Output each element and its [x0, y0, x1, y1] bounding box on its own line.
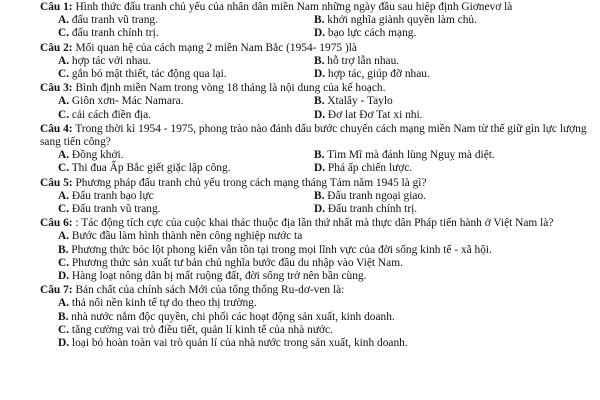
answer-option-d [254, 203, 417, 216]
answer-option-b [254, 55, 399, 68]
question-1 [40, 1, 594, 41]
question-number: Câu 3: [40, 82, 73, 95]
option-letter: A. [58, 14, 70, 27]
option-text: cải cách điền địa. [69, 108, 151, 121]
answer-option-d [40, 337, 594, 350]
question-2 [40, 42, 594, 82]
option-letter: C. [58, 256, 70, 269]
answer-row [40, 162, 594, 175]
answer-option-a [40, 190, 254, 203]
answer-option-c [40, 109, 254, 122]
answer-option-a [40, 14, 254, 27]
option-letter: D. [58, 270, 70, 283]
option-text: hợp tác, giúp đỡ nhau. [325, 68, 430, 81]
answer-option-b [254, 149, 495, 162]
option-text: Phương thức sản xuất tư bản chủ nghĩa bước đầu du nhập vào Việt Nam. [69, 256, 403, 269]
option-letter: B. [314, 95, 325, 108]
question-number: Câu 4: [40, 122, 73, 135]
option-text: khởi nghĩa giành quyền làm chủ. [324, 14, 477, 27]
answer-option-c [40, 257, 594, 270]
option-letter: C. [58, 323, 70, 336]
option-text: hợp tác với nhau. [69, 54, 152, 67]
question-stem [40, 123, 594, 149]
question-6 [40, 217, 594, 283]
option-letter: C. [58, 108, 70, 121]
answer-option-c [40, 324, 594, 337]
option-letter: A. [58, 189, 70, 202]
answer-option-c [40, 27, 254, 40]
option-letter: A. [58, 149, 70, 162]
option-text: bạo lực cách mạng. [325, 27, 417, 40]
option-text: tăng cường vai trò điều tiết, quản lí kinh tế của nhà nước. [69, 323, 333, 336]
option-letter: D. [314, 203, 326, 216]
option-letter: D. [314, 162, 326, 175]
answer-row [40, 109, 594, 122]
option-text: hỗ trợ lẫn nhau. [324, 54, 400, 67]
question-number: Câu 1: [40, 1, 73, 13]
question-stem [40, 217, 594, 230]
answer-row [40, 68, 594, 81]
option-text: Phương thức bóc lột phong kiến vẫn tồn tại trong mọi lĩnh vực của đời sống kinh tế - xã hội. [68, 243, 492, 256]
answer-list [40, 230, 594, 283]
answer-option-a [40, 297, 594, 310]
option-letter: C. [58, 27, 70, 40]
option-text: Thi đua Ấp Bắc giết giặc lập công. [69, 162, 231, 175]
question-3 [40, 82, 594, 122]
answer-option-a [40, 230, 594, 243]
question-stem [40, 42, 594, 55]
question-number: Câu 7: [40, 284, 73, 297]
option-letter: C. [58, 162, 70, 175]
option-text: Đấu tranh bạo lực [69, 189, 154, 202]
answer-option-a [40, 55, 254, 68]
question-text: Phương pháp đấu tranh chủ yếu trong cách mạng tháng Tám năm 1945 là gì? [72, 176, 427, 189]
answer-option-c [40, 68, 254, 81]
question-text: Mối quan hệ của cách mạng 2 miền Nam Bắc (1954- 1975 )là [72, 41, 357, 54]
option-letter: B. [314, 149, 325, 162]
option-text: Xtalây - Taylo [324, 95, 393, 108]
option-letter: C. [58, 68, 70, 81]
option-text: Đấu tranh chính trị. [325, 203, 418, 216]
answer-row [40, 190, 594, 203]
answer-option-d [254, 27, 416, 40]
option-letter: D. [314, 27, 326, 40]
answer-option-b [40, 244, 594, 257]
answer-option-b [254, 14, 477, 27]
question-stem [40, 177, 594, 190]
option-letter: A. [58, 230, 70, 243]
answer-option-a [40, 95, 254, 108]
question-number: Câu 2: [40, 41, 73, 54]
option-letter: A. [58, 54, 70, 67]
option-text: đấu tranh chính trị. [69, 27, 159, 40]
answer-row [40, 149, 594, 162]
question-text: : Tác động tích cực của cuộc khai thác thuộc địa lần thứ nhất mà thực dân Pháp tiến hành ở Việt Nam là? [72, 217, 554, 230]
option-text: loại bỏ hoàn toàn vai trò quản lí của nhà nước trong sản xuất, kinh doanh. [69, 337, 408, 350]
question-stem [40, 1, 594, 14]
option-letter: B. [58, 243, 69, 256]
answer-row [40, 95, 594, 108]
answer-row [40, 27, 594, 40]
answer-option-b [254, 95, 393, 108]
question-4 [40, 123, 594, 176]
question-text: Bản chất của chính sách Mới của tổng thống Ru-dơ-ven là: [72, 284, 345, 297]
answer-option-d [254, 109, 423, 122]
question-5 [40, 177, 594, 217]
answer-option-b [254, 190, 426, 203]
option-letter: B. [58, 310, 69, 323]
question-number: Câu 5: [40, 176, 73, 189]
answer-row [40, 14, 594, 27]
answer-option-a [40, 149, 254, 162]
option-letter: B. [314, 189, 325, 202]
option-text: Đấu tranh vũ trang. [69, 203, 161, 216]
option-text: thả nổi nền kinh tế tự do theo thị trường. [69, 297, 257, 310]
answer-option-c [40, 203, 254, 216]
question-7 [40, 284, 594, 350]
option-text: Bước đầu làm hình thành nền công nghiệp nước ta [69, 230, 303, 243]
question-text: Bình định miền Nam trong vòng 18 tháng là nội dung của kế hoạch. [72, 82, 386, 95]
option-letter: D. [58, 337, 70, 350]
option-text: Đơ lat Đơ Tat xi nhi. [325, 108, 423, 121]
question-text: Trong thời kì 1954 - 1975, phong trào nào đánh dấu bước chuyển cách mạng miền Nam từ thế giữ gìn lực lượng sang tiến công? [40, 122, 587, 149]
answer-option-d [254, 68, 430, 81]
answer-option-d [40, 270, 594, 283]
answer-list [40, 297, 594, 350]
option-letter: B. [314, 14, 325, 27]
option-text: đấu tranh vũ trang. [69, 14, 158, 27]
option-letter: D. [314, 68, 326, 81]
option-text: nhà nước nắm độc quyền, chi phối các hoạt động sản xuất, kinh doanh. [68, 310, 395, 323]
option-text: gắn bó mật thiết, tác động qua lại. [69, 68, 227, 81]
answer-option-c [40, 162, 254, 175]
answer-row [40, 55, 594, 68]
option-letter: A. [58, 95, 70, 108]
option-text: Phá ấp chiến lược. [325, 162, 413, 175]
question-stem [40, 82, 594, 95]
option-letter: D. [314, 108, 326, 121]
option-text: Tìm Mĩ mà đánh lùng Nguỵ mà diệt. [324, 149, 495, 162]
answer-row [40, 203, 594, 216]
question-number: Câu 6: [40, 217, 73, 230]
option-text: Hàng loạt nông dân bị mất ruộng đất, đời sống trở nên bần cùng. [69, 270, 367, 283]
answer-option-b [40, 311, 594, 324]
option-letter: C. [58, 203, 70, 216]
option-text: Đồng khởi. [69, 149, 124, 162]
question-stem [40, 284, 594, 297]
option-letter: B. [314, 54, 325, 67]
option-text: Đấu tranh ngoại giao. [324, 189, 426, 202]
question-text: Hình thức đấu tranh chủ yếu của nhân dân miền Nam những ngày đầu sau hiệp định Giơnevơ là [72, 1, 513, 13]
answer-option-d [254, 162, 412, 175]
option-text: Giôn xơn- Mác Namara. [69, 95, 184, 108]
option-letter: A. [58, 297, 70, 310]
